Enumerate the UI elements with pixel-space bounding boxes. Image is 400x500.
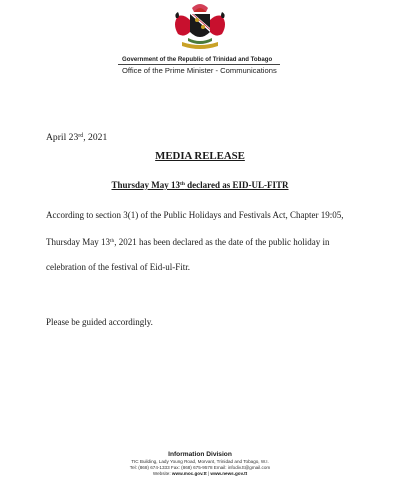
footer <box>0 451 400 477</box>
coat-of-arms-icon <box>168 2 232 54</box>
footer-website: Website: www.moc.gov.tt | www.news.gov.tt <box>152 471 248 476</box>
footer-address: TIC Building, Lady Young Road, Morvant, Trinidad and Tobago, W.I. <box>131 459 269 464</box>
footer-division: Information Division <box>168 451 232 458</box>
letterhead-office: Office of the Prime Minister - Communications <box>122 66 277 75</box>
letterhead-divider <box>118 64 280 65</box>
body-line-2: Thursday May 13th, 2021 has been declared as the date of the public holiday in <box>46 237 330 247</box>
release-subject: Thursday May 13th declared as EID-UL-FITR <box>111 180 289 190</box>
release-date: April 23rd, 2021 <box>46 132 108 143</box>
release-title: MEDIA RELEASE <box>155 150 245 162</box>
website-link-moc[interactable]: www.moc.gov.tt <box>171 471 207 476</box>
footer-contact: Tel: (868) 674-1333 Fax: (868) 675-9578 Email: infodiv.tt@gmail.com <box>129 465 271 470</box>
body-line-1: According to section 3(1) of the Public Holidays and Festivals Act, Chapter 19:05, <box>46 210 344 220</box>
body-line-3: celebration of the festival of Eid-ul-Fitr. <box>46 262 190 272</box>
website-link-news[interactable]: www.news.gov.tt <box>210 471 248 476</box>
letterhead-government: Government of the Republic of Trinidad and Tobago <box>122 56 273 63</box>
closing-line: Please be guided accordingly. <box>46 317 153 327</box>
